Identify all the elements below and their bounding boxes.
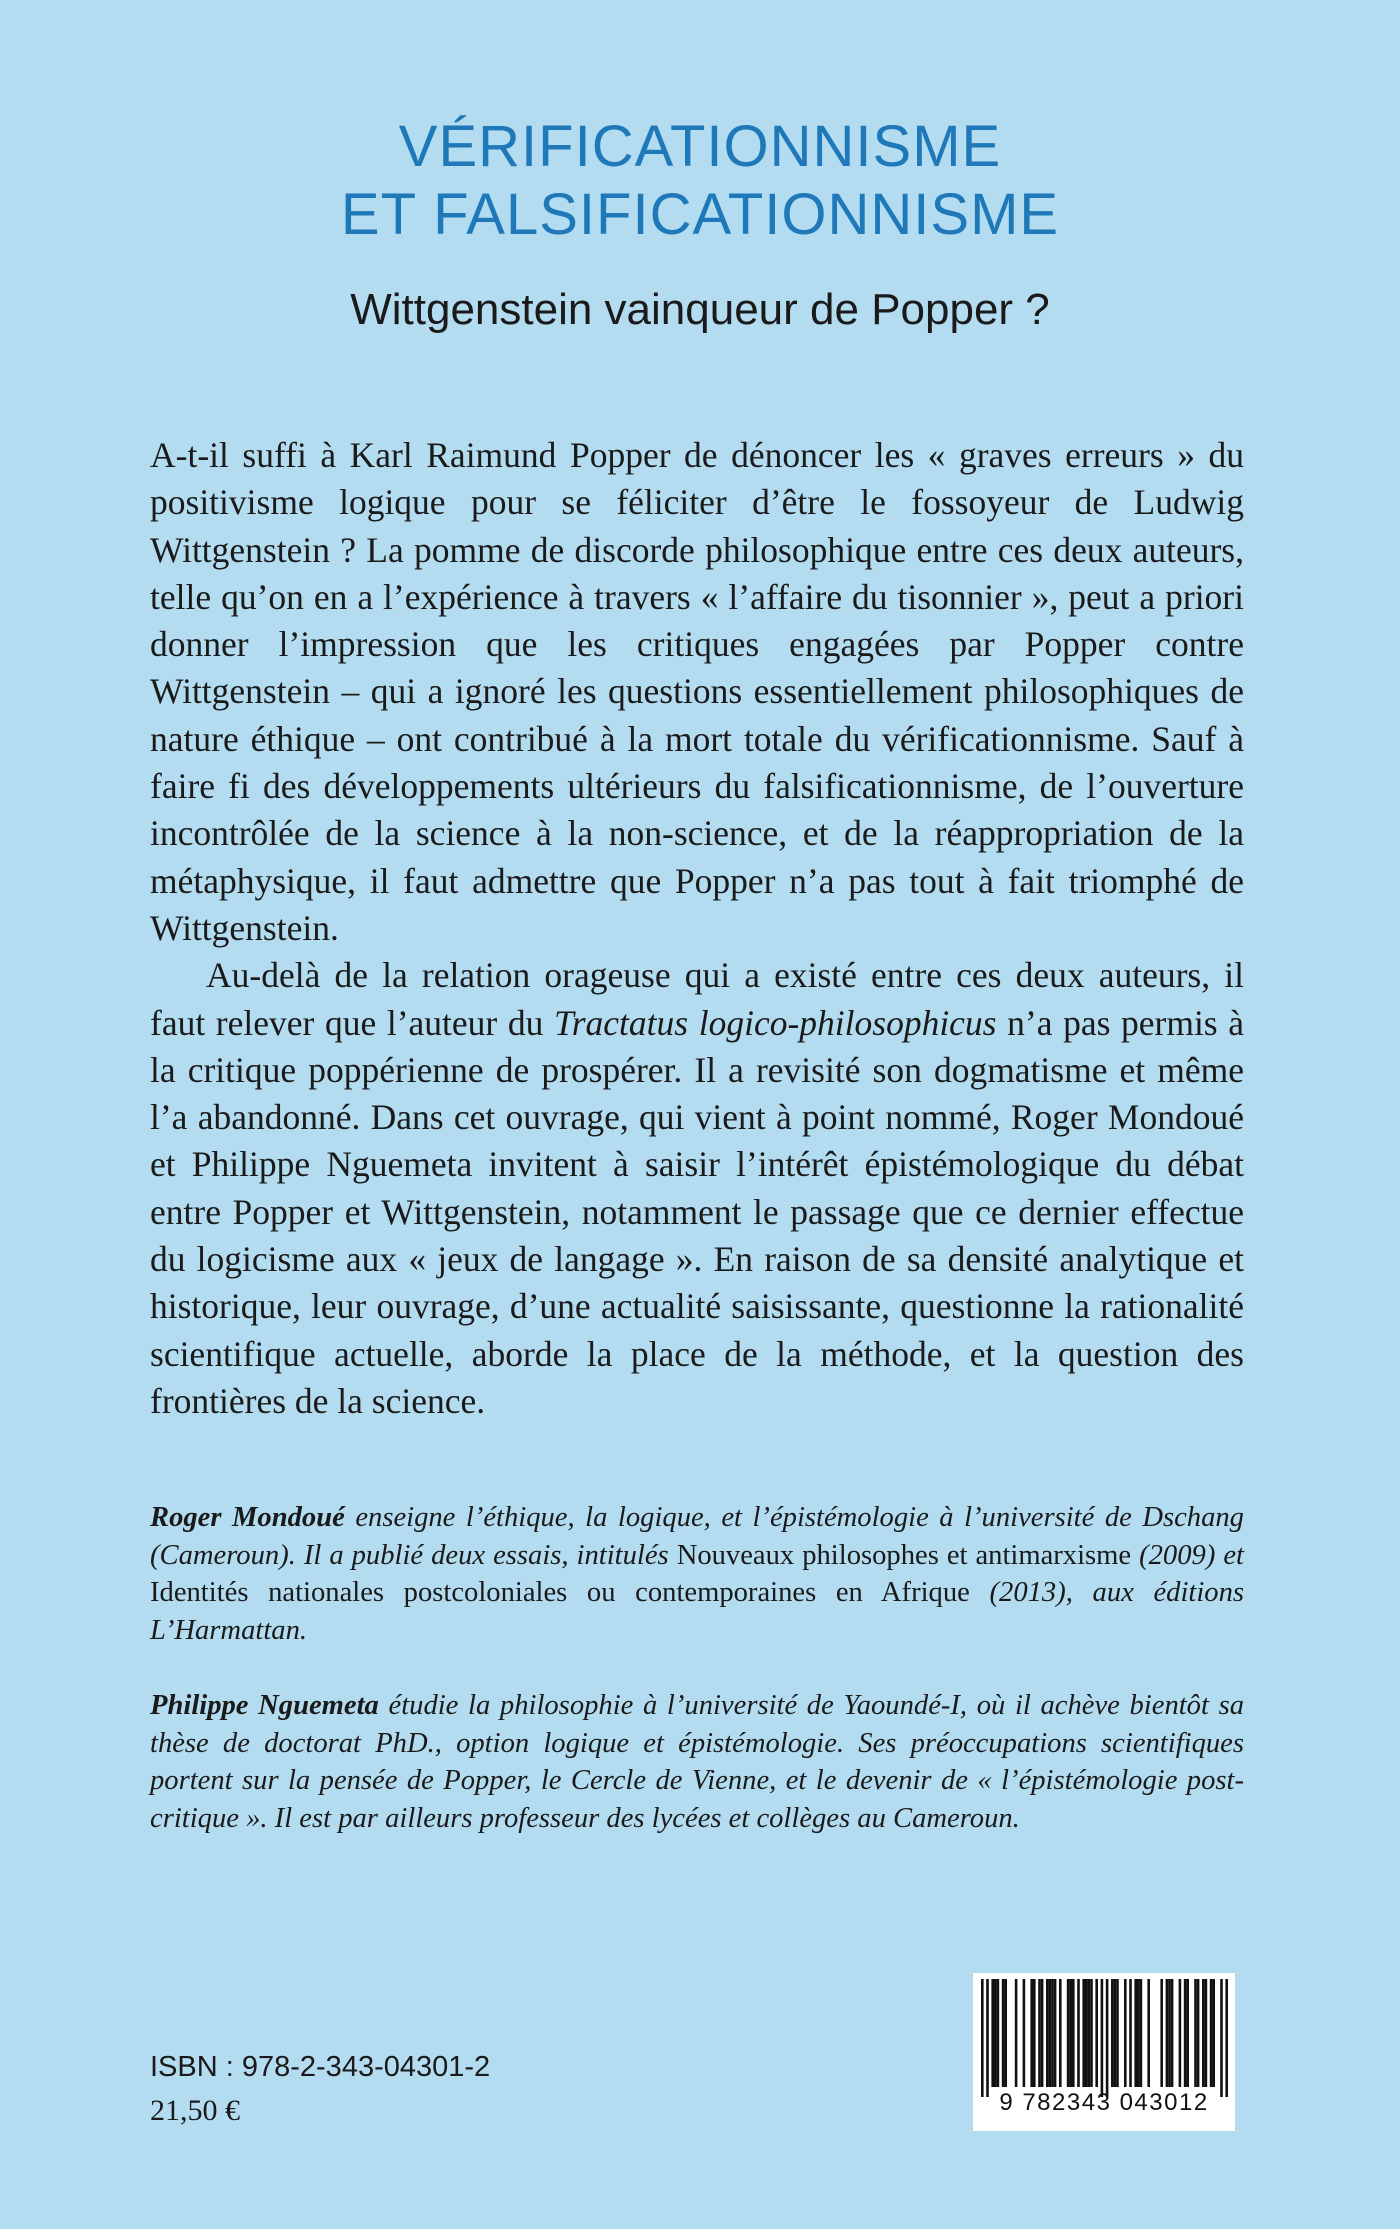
barcode-bar bbox=[1085, 1979, 1088, 2087]
barcode-bar bbox=[1030, 1979, 1033, 2087]
barcode-bar bbox=[1023, 1979, 1026, 2087]
barcode-bar bbox=[1186, 1979, 1189, 2087]
barcode-bar bbox=[1090, 1979, 1093, 2087]
title-line-2: ET FALSIFICATIONNISME bbox=[340, 182, 1060, 247]
barcode-bar bbox=[1116, 1979, 1119, 2087]
barcode-bar bbox=[1205, 1979, 1208, 2087]
barcode-bar bbox=[981, 1979, 984, 2097]
price: 21,50 € bbox=[150, 2094, 240, 2127]
author-bio-mondoue: Roger Mondoué enseigne l’éthique, la logique, et l’épistémologie à l’université de Dschang (Cameroun). Il a publié deux essais, intitulés Nouveaux philosophes et antimarxisme (2009) et Identités nationales postcoloniales ou contemporaines en Afrique (2013), aux éditions L’Harmattan. bbox=[150, 1502, 1245, 1646]
barcode-bar bbox=[1002, 1979, 1005, 2087]
subtitle: Wittgenstein vainqueur de Popper ? bbox=[350, 285, 1050, 334]
barcode-bar bbox=[1088, 1979, 1091, 2087]
barcode-bar bbox=[1168, 1979, 1171, 2087]
barcode-bar bbox=[1114, 1979, 1117, 2087]
book-title-tractatus: Tractatus logico-philosophicus bbox=[553, 1002, 997, 1043]
barcode-bar bbox=[1194, 1979, 1197, 2087]
barcode-bar bbox=[1166, 1979, 1169, 2087]
author-name: Philippe Nguemeta bbox=[150, 1690, 379, 1721]
barcode-bar bbox=[1134, 1979, 1137, 2087]
book-title: Nouveaux philosophes et antimarxisme bbox=[676, 1539, 1132, 1571]
barcode-bar bbox=[994, 1979, 997, 2087]
barcode-bar bbox=[1041, 1979, 1044, 2087]
barcode-bar bbox=[1210, 1979, 1213, 2087]
barcode-bar bbox=[1059, 1979, 1062, 2087]
barcode-bar bbox=[1140, 1979, 1143, 2087]
barcode-bar bbox=[1069, 1979, 1072, 2087]
barcode-bar bbox=[1067, 1979, 1070, 2087]
barcode-bar bbox=[997, 1979, 1000, 2087]
barcode-bar bbox=[1137, 1979, 1140, 2087]
barcode-bar bbox=[1054, 1979, 1057, 2087]
blurb-paragraph-2: Au-delà de la relation orageuse qui a existé entre ces deux auteurs, il faut relever que l’auteur du Tractatus logico-philosophicus n’a pas permis à la critique poppérienne de prospérer. Il a revisité son dogmatisme et même l’a abandonné. Dans cet ouvrage, qui vient à point nommé, Roger Mondoué et Philippe Nguemeta invitent à saisir l’intérêt épistémologique du débat entre Popper et Wittgenstein, notamment le passage que ce dernier effectue du logicisme aux « jeux de langage ». En raison de sa densité analytique et historique, leur ouvrage, d’une actualité saisissante, questionne la rationalité scientifique actuelle, aborde la place de la méthode, et la question des frontières de la science. bbox=[150, 955, 1244, 1421]
barcode-bar bbox=[1033, 1979, 1036, 2087]
barcode-bar bbox=[1111, 1979, 1114, 2087]
barcode-bar bbox=[1179, 1979, 1182, 2087]
barcode-bar bbox=[1106, 1979, 1109, 2097]
barcode-bar bbox=[1046, 1979, 1049, 2087]
barcode-bar bbox=[1160, 1979, 1163, 2087]
barcode-bar bbox=[1038, 1979, 1041, 2087]
barcode-bar bbox=[991, 1979, 994, 2087]
barcode-bar bbox=[1072, 1979, 1075, 2087]
barcode-bar bbox=[1212, 1979, 1215, 2087]
barcode-bar bbox=[1220, 1979, 1223, 2097]
barcode-bar bbox=[1051, 1979, 1054, 2087]
barcode-bar bbox=[1202, 1979, 1205, 2087]
title-line-1: VÉRIFICATIONNISME bbox=[398, 114, 1002, 179]
barcode-bar bbox=[1004, 1979, 1007, 2087]
barcode-bar bbox=[1095, 1979, 1098, 2087]
blurb-paragraph-1: A-t-il suffi à Karl Raimund Popper de dénoncer les « graves erreurs » du positivisme logique pour se féliciter d’être le fossoyeur de Ludwig Wittgenstein ? La pomme de discorde philosophique entre ces deux auteurs, telle qu’on en a l’expérience à travers « l’affaire du tisonnier », peut a priori donner l’impression que les critiques engagées par Popper contre Wittgenstein – qui a ignoré les questions essentiellement philosophiques de nature éthique – ont contribué à la mort totale du vérificationnisme. Sauf à faire fi des développements ultérieurs du falsificationnisme, de l’ouverture incontrôlée de la science à la non-science, et de la réappropriation de la métaphysique, il faut admettre que Popper n’a pas tout à fait triomphé de Wittgenstein. bbox=[150, 435, 1244, 948]
barcode-bar bbox=[1077, 1979, 1080, 2087]
barcode-bar bbox=[1082, 1979, 1085, 2087]
isbn: ISBN : 978-2-343-04301-2 bbox=[150, 2051, 491, 2083]
barcode-bar bbox=[1184, 1979, 1187, 2087]
blurb bbox=[150, 432, 1244, 1425]
author-bio-nguemeta: Philippe Nguemeta étudie la philosophie à l’université de Yaoundé-I, où il achève bientôt sa thèse de doctorat PhD., option logique et épistémologie. Ses préoccupations scientifiques portent sur la pensée de Popper, le Cercle de Vienne, et le devenir de « l’épistémologie post-critique ». Il est par ailleurs professeur des lycées et collèges au Cameroun. bbox=[150, 1690, 1244, 1834]
barcode-bar bbox=[986, 1979, 989, 2097]
barcode-bar bbox=[1171, 1979, 1174, 2087]
barcode-bar bbox=[1124, 1979, 1127, 2087]
barcode-bar bbox=[1101, 1979, 1104, 2097]
barcode-bar bbox=[1049, 1979, 1052, 2087]
barcode-bar bbox=[1129, 1979, 1132, 2087]
barcode-digits: 9 782343 043012 bbox=[999, 2089, 1209, 2116]
barcode-bar bbox=[1197, 1979, 1200, 2087]
barcode-bar bbox=[1225, 1979, 1228, 2097]
barcode-bar bbox=[1015, 1979, 1018, 2087]
barcode-bar bbox=[1147, 1979, 1150, 2087]
author-name: Roger Mondoué bbox=[150, 1502, 345, 1533]
book-title: Identités nationales postcoloniales ou contemporaines en Afrique bbox=[150, 1577, 970, 1608]
